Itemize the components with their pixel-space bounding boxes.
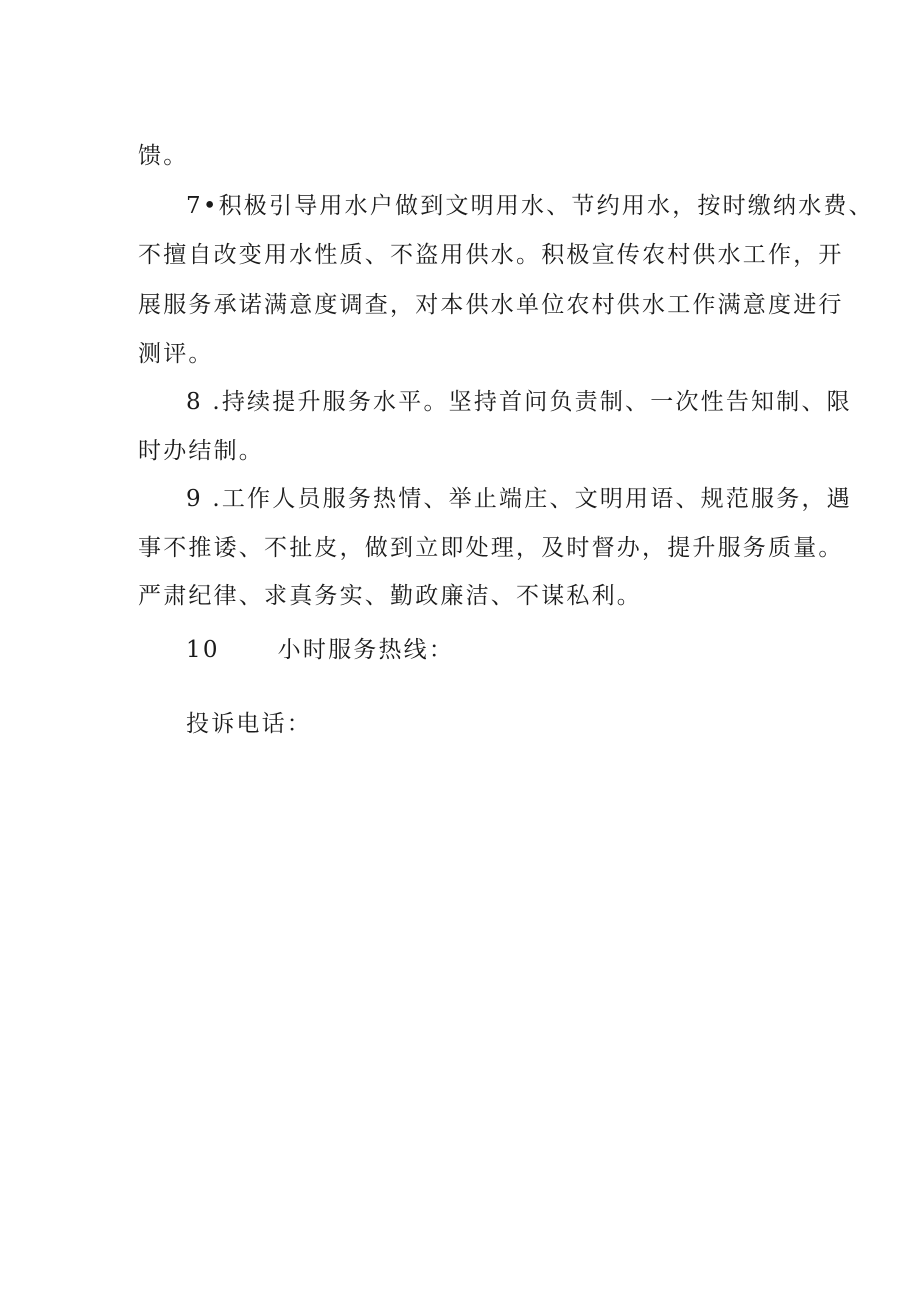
complaint-phone-line: 投诉电话： xyxy=(186,711,312,737)
paragraph-line: 时办结制。 xyxy=(138,438,264,464)
paragraph-line: 不擅自改变用水性质、不盗用供水。积极宣传农村供水工作，开 xyxy=(138,242,844,268)
paragraph-line: 严肃纪律、求真务实、勤政廉洁、不谋私利。 xyxy=(138,583,642,609)
hotline-line xyxy=(186,634,846,666)
hotline-label: 小时服务热线： xyxy=(277,637,455,663)
paragraph-line: 展服务承诺满意度调查，对本供水单位农村供水工作满意度进行 xyxy=(138,292,844,318)
paragraph-line: 7•积极引导用水户做到文明用水、节约用水，按时缴纳水费、 xyxy=(186,193,874,219)
paragraph-line: 测评。 xyxy=(138,341,214,367)
paragraph-line: 事不推诿、不扯皮，做到立即处理，及时督办，提升服务质量。 xyxy=(138,535,844,561)
paragraph-line: 8 .持续提升服务水平。坚持首问负责制、一次性告知制、限 xyxy=(186,389,852,415)
hotline-number: 10 xyxy=(186,637,220,663)
paragraph-line: 9 .工作人员服务热情、举止端庄、文明用语、规范服务，遇 xyxy=(186,486,852,512)
paragraph-line: 馈。 xyxy=(138,143,189,169)
